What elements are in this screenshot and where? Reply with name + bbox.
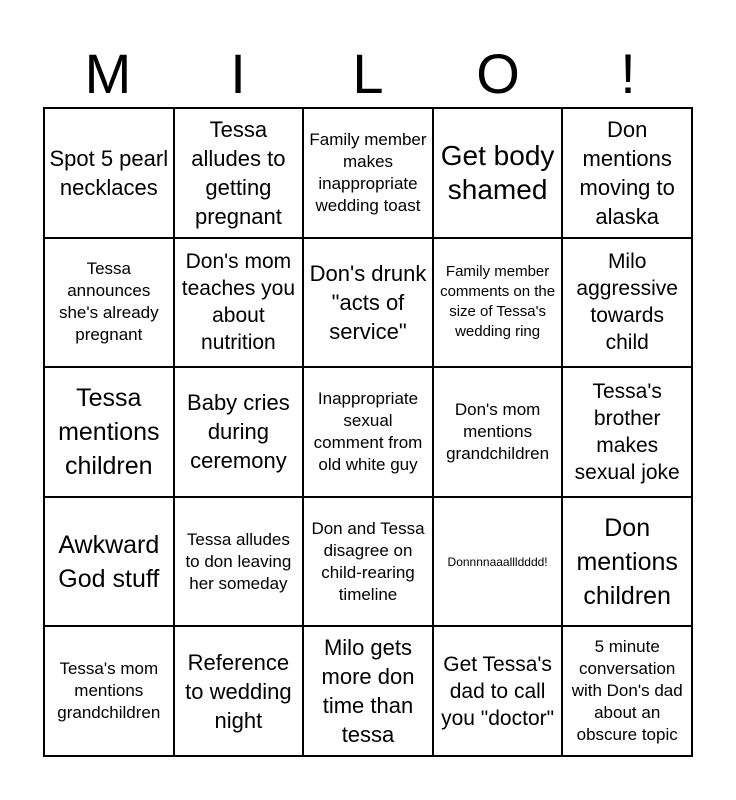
title-letter: I [230,42,246,105]
title-letter: M [84,42,132,105]
title-letter: O [476,42,520,105]
bingo-cell-text: Family member makes inappropriate wedding toast [309,129,427,215]
bingo-cell[interactable] [45,239,175,369]
bingo-cell-text: Family member comments on the size of Tessa's wedding ring [440,263,556,341]
bingo-cell-text: Tessa mentions children [58,383,160,480]
bingo-cell[interactable] [304,368,434,498]
bingo-cell-text: Tessa announces she's already pregnant [58,259,159,345]
bingo-cell[interactable] [434,498,564,628]
bingo-cell[interactable] [563,498,693,628]
bingo-cell[interactable] [563,239,693,369]
bingo-cell-text: Inappropriate sexual comment from old white guy [313,388,423,474]
bingo-cell[interactable] [434,109,564,239]
bingo-cell-text: Don's mom teaches you about nutrition [181,250,296,355]
bingo-cell-text: Milo gets more don time than tessa [321,635,415,748]
bingo-cell-text: Don mentions children [576,513,678,610]
bingo-cell[interactable] [304,498,434,628]
bingo-cell-text: Milo aggressive towards child [576,250,678,355]
bingo-cell[interactable] [563,368,693,498]
bingo-cell[interactable] [175,239,305,369]
bingo-cell[interactable] [304,109,434,239]
bingo-cell-text: Tessa's mom mentions grandchildren [57,659,161,723]
bingo-cell[interactable] [175,498,305,628]
bingo-cell[interactable] [434,368,564,498]
bingo-cell-text: Spot 5 pearl necklaces [49,145,169,200]
title-letter: ! [620,42,636,105]
bingo-cell-text: Don and Tessa disagree on child-rearing timeline [311,518,425,604]
bingo-cell-text: Tessa alludes to getting pregnant [191,116,286,229]
bingo-cell-text: Reference to wedding night [185,649,292,733]
bingo-cell[interactable] [45,109,175,239]
bingo-title [43,42,693,106]
bingo-cell-text: Tessa alludes to don leaving her someday [185,529,292,593]
bingo-cell[interactable] [563,109,693,239]
bingo-cell[interactable] [45,498,175,628]
bingo-cell[interactable] [45,368,175,498]
bingo-cell[interactable] [434,239,564,369]
bingo-cell[interactable] [45,627,175,757]
bingo-cell-text: Don mentions moving to alaska [579,116,675,229]
bingo-cell-text: Get Tessa's dad to call you "doctor" [441,652,555,730]
title-letter: L [352,42,384,105]
bingo-board [43,107,693,757]
bingo-cell[interactable] [304,239,434,369]
bingo-cell[interactable] [304,627,434,757]
bingo-cell[interactable] [434,627,564,757]
bingo-cell[interactable] [175,627,305,757]
bingo-cell-text: Don's drunk "acts of service" [309,260,427,344]
bingo-cell[interactable] [175,368,305,498]
bingo-cell[interactable] [175,109,305,239]
bingo-cell-text: Awkward God stuff [58,530,160,593]
bingo-cell-text: Don's mom mentions grandchildren [446,399,550,463]
bingo-cell-text: Tessa's brother makes sexual joke [574,379,680,484]
bingo-cell[interactable] [563,627,693,757]
bingo-cell-text: 5 minute conversation with Don's dad about an obscure topic [571,637,683,745]
bingo-cell-text: Get body shamed [440,139,555,205]
bingo-cell-text: Baby cries during ceremony [187,390,290,474]
bingo-cell-text: Donnnnaaallldddd! [447,554,548,569]
